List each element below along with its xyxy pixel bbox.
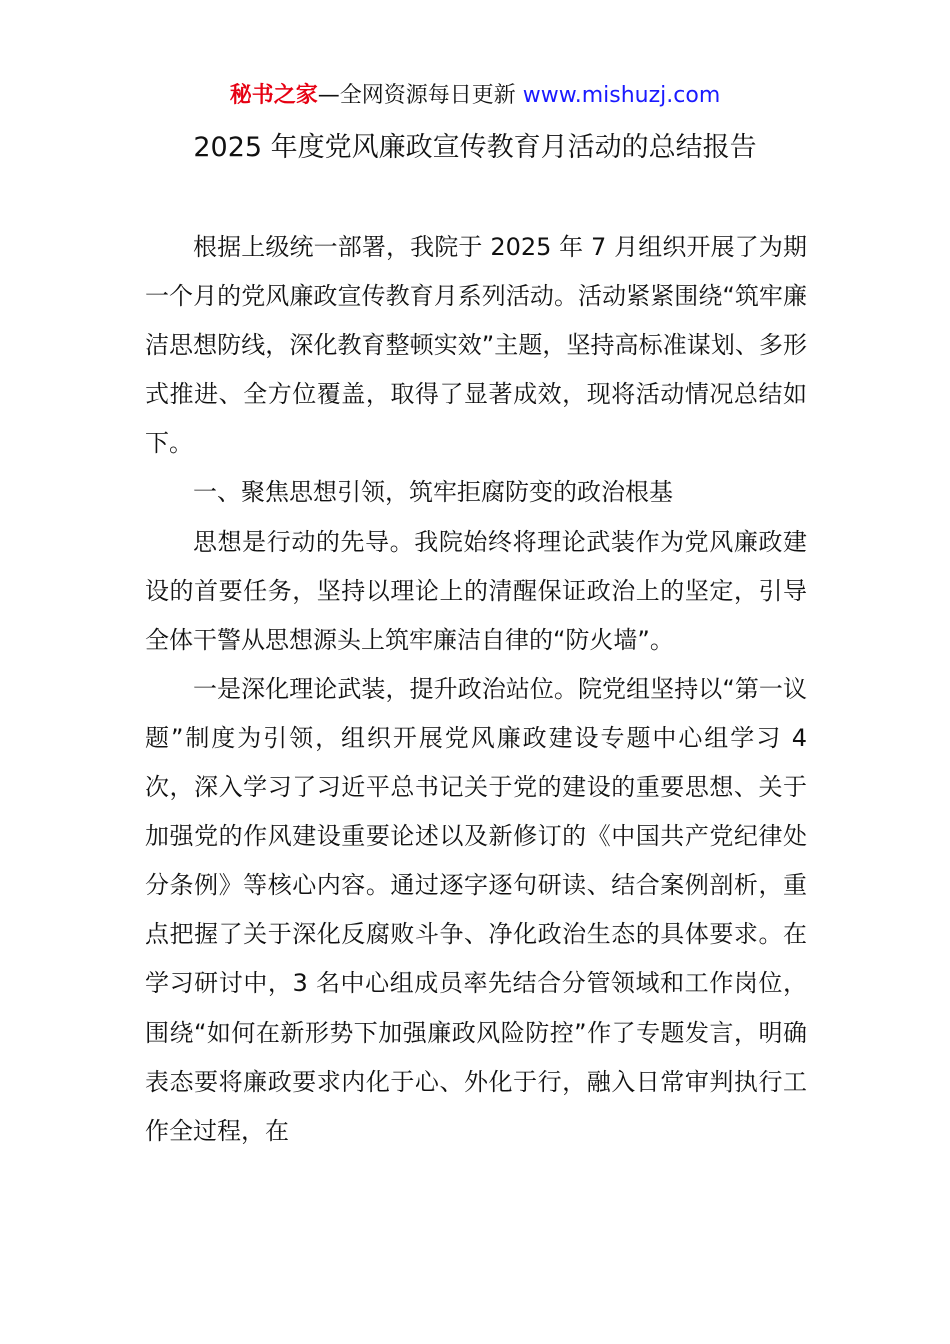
site-url-link[interactable]: www.mishuzj.com	[522, 83, 721, 108]
section-paragraph: 思想是行动的先导。我院始终将理论武装作为党风廉政建设的首要任务，坚持以理论上的清醒保证政治上的坚定，引导全体干警从思想源头上筑牢廉洁自律的“防火墙”。	[145, 527, 807, 654]
intro-paragraph: 根据上级统一部署，我院于 2025 年 7 月组织开展了为期一个月的党风廉政宣传教育月系列活动。活动紧紧围绕“筑牢廉洁思想防线，深化教育整顿实效”主题，坚持高标准谋划、多形式推进、全方位覆盖，取得了显著成效，现将活动情况总结如下。	[145, 233, 807, 458]
section-paragraph: 一是深化理论武装，提升政治站位。院党组坚持以“第一议题”制度为引领，组织开展党风廉政建设专题中心组学习 4 次，深入学习了习近平总书记关于党的建设的重要思想、关于加强党的作风建设重要论述以及新修订的《中国共产党纪律处分条例》等核心内容。通过逐字逐句研读、结合案例剖析，重点把握了关于深化反腐败斗争、净化政治生态的具体要求。在学习研讨中，3 名中心组成员率先结合分管领域和工作岗位，围绕“如何在新形势下加强廉政风险防控”作了专题发言，明确表态要将廉政要求内化于心、外化于行，融入日常审判执行工作全过程，在	[145, 674, 807, 1145]
site-header	[0, 80, 950, 112]
section-heading: 一、聚焦思想引领，筑牢拒腐防变的政治根基	[193, 478, 673, 507]
document-title: 2025 年度党风廉政宣传教育月活动的总结报告	[193, 132, 757, 163]
document-body	[145, 223, 807, 1156]
site-tagline: —全网资源每日更新	[317, 83, 516, 108]
site-brand: 秘书之家	[229, 83, 318, 108]
